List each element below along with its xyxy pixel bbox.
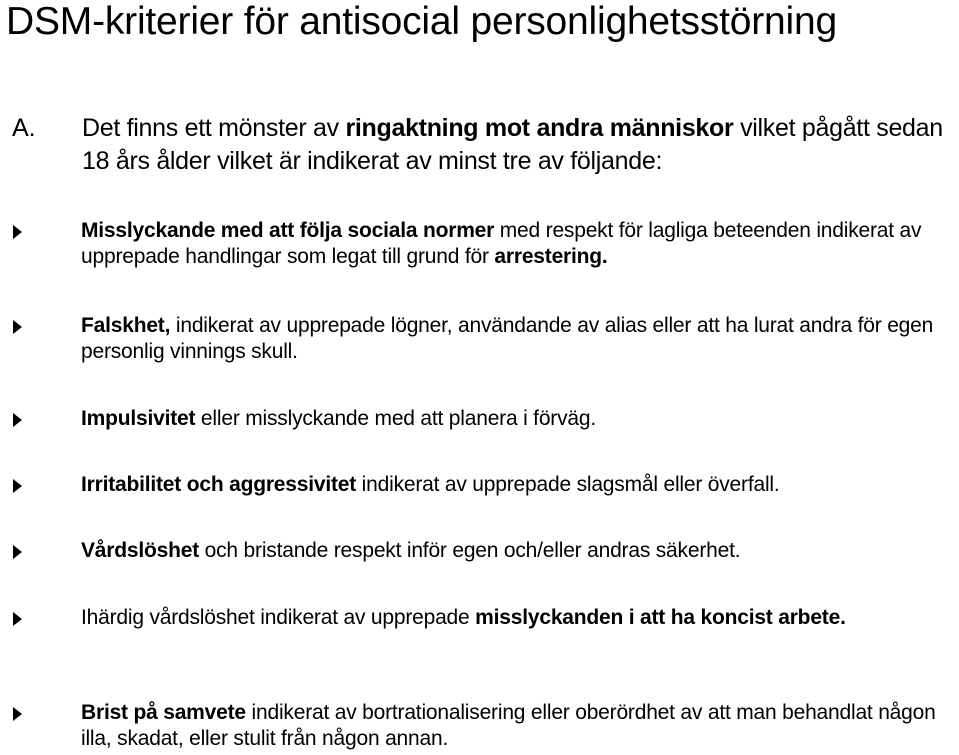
criterion-part: indikerat av bortrationalisering eller oberördhet av att man behandlat någon illa, skadat, eller stulit från någon annan.	[81, 701, 936, 750]
triangle-right-icon	[13, 707, 22, 721]
criterion-text	[81, 700, 957, 752]
triangle-right-icon	[13, 225, 22, 239]
criterion-text	[81, 313, 957, 365]
intro-text-part: vilket pågått sedan 18 års ålder vilket är indikerat av minst tre av följande:	[82, 114, 943, 175]
criterion-text	[81, 406, 957, 432]
triangle-right-icon	[13, 320, 22, 334]
triangle-right-icon	[13, 612, 22, 626]
intro-letter: A.	[12, 114, 36, 142]
intro-paragraph	[0, 112, 959, 182]
slide-title: DSM-kriterier för antisocial personlighetsstörning	[6, 0, 837, 43]
criterion-bold: Irritabilitet och aggressivitet	[81, 473, 357, 496]
intro-text-bold: ringaktning mot andra människor	[345, 114, 734, 142]
criterion-part: eller misslyckande med att planera i förväg.	[195, 407, 596, 430]
criterion-bold: arrestering.	[494, 245, 608, 268]
intro-text	[82, 112, 952, 178]
criterion-part: indikerat av upprepade slagsmål eller överfall.	[356, 473, 780, 496]
criterion-bold: Impulsivitet	[81, 407, 196, 430]
criterion-bold: misslyckanden i att ha koncist arbete.	[475, 606, 846, 629]
criterion-bold: Brist på samvete	[81, 701, 246, 724]
criterion-bold: Misslyckande med att följa sociala normer	[81, 219, 495, 242]
criterion-bold: Falskhet,	[81, 314, 171, 337]
triangle-right-icon	[13, 545, 22, 559]
intro-text-part: Det finns ett mönster av	[82, 114, 346, 142]
criterion-part: Ihärdig vårdslöshet indikerat av upprepade	[81, 606, 476, 629]
criterion-part: indikerat av upprepade lögner, användande av alias eller att ha lurat andra för egen personlig vinnings skull.	[81, 314, 934, 363]
criterion-text	[81, 605, 957, 631]
triangle-right-icon	[13, 479, 22, 493]
criterion-text	[81, 218, 957, 270]
criterion-part: med respekt för lagliga beteenden indikerat av upprepade handlingar som legat till grund för	[81, 219, 922, 268]
criterion-text	[81, 472, 957, 498]
criterion-text	[81, 538, 957, 564]
criterion-part: och bristande respekt inför egen och/eller andras säkerhet.	[199, 539, 741, 562]
criterion-bold: Vårdslöshet	[81, 539, 200, 562]
triangle-right-icon	[13, 413, 22, 427]
